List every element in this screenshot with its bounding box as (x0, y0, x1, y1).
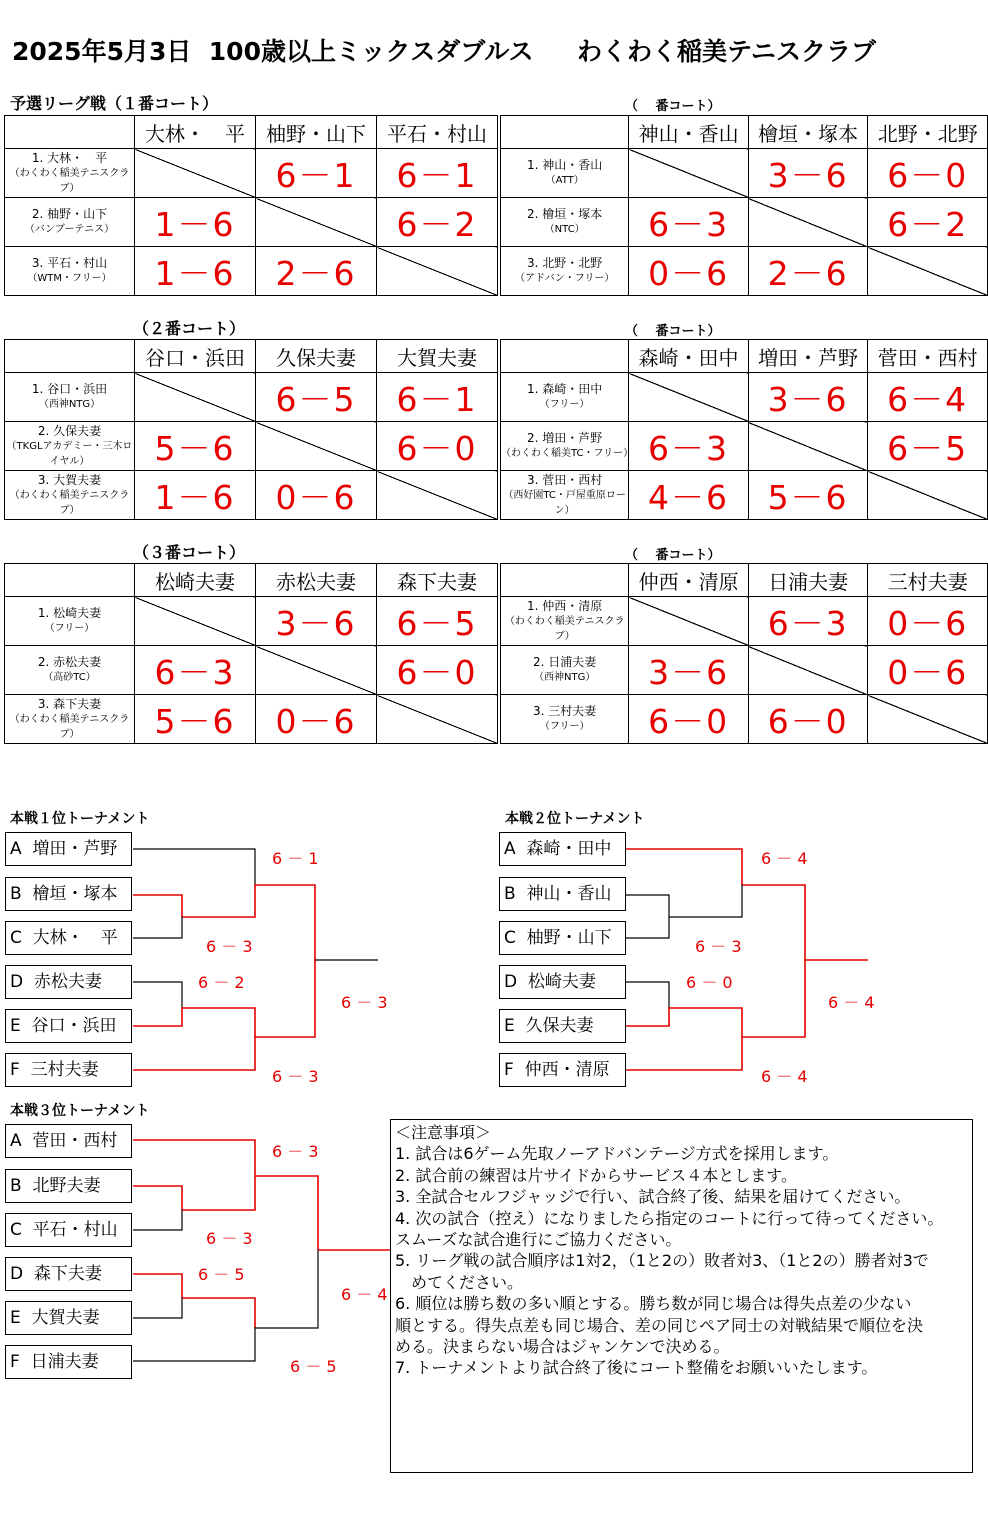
score-cell: 6－0 (748, 695, 868, 744)
tournament-entry: F 三村夫妻 (5, 1053, 132, 1087)
team-name: 3. 平石・村山 (31, 256, 108, 270)
bracket-3 (133, 1140, 390, 1361)
tournament-score: 6 － 5 (290, 1357, 337, 1376)
notes-line: 5. リーグ戦の試合順序は1対2，（1と2の）敗者対3、（1と2の）勝者対3で (395, 1251, 929, 1271)
column-header: 谷口・浜田 (135, 340, 256, 373)
tournament-score: 6 － 3 (695, 937, 742, 956)
team-name: 1. 松崎夫妻 (37, 606, 102, 620)
team-affiliation: （フリー） (539, 399, 590, 410)
column-header: 神山・香山 (629, 116, 749, 149)
notes-line: めてください。 (395, 1272, 524, 1292)
column-header: 柚野・山下 (256, 116, 377, 149)
team-affiliation: （TKGLアカデミー・三木ロイヤル） (6, 440, 133, 467)
tournament-entry: D 松崎夫妻 (499, 965, 626, 999)
tournament-score: 6 － 3 (272, 1067, 319, 1086)
column-header: 松崎夫妻 (135, 564, 256, 597)
team-name: 2. 柚野・山下 (31, 207, 108, 221)
score-cell: 6－3 (629, 198, 749, 247)
score-cell: 1－6 (135, 471, 256, 520)
team-name: 1. 大林・ 平 (31, 150, 108, 165)
tournament-score: 6 － 4 (828, 993, 875, 1012)
score-cell: 6－0 (377, 646, 498, 695)
page-title: 2025年5月3日 100歳以上ミックスダブルス わくわく稲美テニスクラブ (12, 37, 876, 66)
team-name: 1. 森崎・田中 (526, 382, 603, 396)
team-affiliation: （西神NTG） (533, 672, 596, 683)
tournament-entry: F 仲西・清原 (499, 1053, 626, 1087)
league-heading-3: （２番コート） (133, 319, 246, 338)
team-name: 1. 谷口・浜田 (31, 382, 108, 396)
tournament-entry: D 森下夫妻 (5, 1257, 132, 1291)
league-heading-2: （ 番コート） (625, 99, 721, 114)
score-cell: 0－6 (868, 646, 988, 695)
column-header: 平石・村山 (377, 116, 498, 149)
score-cell: 5－6 (135, 422, 256, 471)
score-cell: 2－6 (748, 247, 868, 296)
score-cell: 6－3 (748, 597, 868, 646)
tournament-score: 6 － 3 (341, 993, 388, 1012)
team-name: 2. 久保夫妻 (37, 423, 102, 438)
team-affiliation: （わくわく稲美テニスクラブ） (9, 489, 130, 516)
tournament-score: 6 － 3 (206, 1229, 253, 1248)
tournament-score: 6 － 2 (198, 973, 245, 992)
notes-box (390, 1119, 973, 1473)
score-cell: 6－0 (377, 422, 498, 471)
league-heading-4: （ 番コート） (625, 324, 721, 339)
column-header: 森下夫妻 (377, 564, 498, 597)
score-cell: 0－6 (629, 247, 749, 296)
bracket-2 (621, 849, 868, 1070)
team-affiliation: （西神NTG） (38, 399, 101, 410)
league-heading-1: 予選リーグ戦（１番コート） (10, 94, 219, 113)
tournament-entry: B 檜垣・塚本 (5, 877, 132, 911)
team-name: 3. 大賀夫妻 (37, 472, 102, 487)
tournament-score: 6 － 3 (272, 1142, 319, 1161)
notes-line: 4. 次の試合（控え）になりましたら指定のコートに行って待ってください。 (395, 1208, 944, 1228)
score-cell: 6－1 (256, 149, 377, 198)
tournament-entry: C 平石・村山 (5, 1213, 132, 1247)
score-cell: 0－6 (256, 695, 377, 744)
column-header: 大賀夫妻 (377, 340, 498, 373)
team-name: 2. 増田・芦野 (526, 431, 603, 445)
team-affiliation: （わくわく稲美テニスクラブ） (9, 713, 130, 740)
team-affiliation: （ATT） (545, 175, 584, 186)
tournament-entry: A 森崎・田中 (499, 832, 626, 866)
team-name: 3. 菅田・西村 (526, 472, 603, 487)
tournament-score: 6 － 3 (206, 937, 253, 956)
team-name: 1. 仲西・清原 (527, 598, 603, 613)
column-header: 増田・芦野 (748, 340, 868, 373)
column-header: 赤松夫妻 (256, 564, 377, 597)
tournament-score: 6 － 1 (272, 849, 319, 868)
tournament-entry: F 日浦夫妻 (5, 1345, 132, 1379)
column-header: 森崎・田中 (629, 340, 749, 373)
team-affiliation: （わくわく稲美TC・フリー） (501, 448, 634, 459)
score-cell: 6－5 (377, 597, 498, 646)
score-cell: 6－1 (377, 373, 498, 422)
tournament-entry: E 久保夫妻 (499, 1009, 626, 1043)
team-affiliation: （西好園TC・戸屋重原ローン） (503, 489, 626, 516)
score-cell: 1－6 (135, 198, 256, 247)
notes-line: 順とする。得失点差も同じ場合、差の同じペア同士の対戦結果で順位を決 (395, 1315, 924, 1335)
score-cell: 3－6 (748, 373, 868, 422)
score-cell: 5－6 (748, 471, 868, 520)
column-header: 菅田・西村 (868, 340, 988, 373)
bracket-1 (133, 849, 378, 1070)
column-header: 北野・北野 (868, 116, 988, 149)
tournament-entry: E 大賀夫妻 (5, 1301, 132, 1335)
score-cell: 1－6 (135, 247, 256, 296)
tournament-entry: B 神山・香山 (499, 877, 626, 911)
team-name: 2. 日浦夫妻 (533, 655, 597, 669)
team-affiliation: （わくわく稲美テニスクラブ） (9, 167, 130, 194)
team-affiliation: （フリー） (44, 623, 95, 634)
score-cell: 6－2 (377, 198, 498, 247)
tournament-entry: C 大林・ 平 (5, 921, 132, 955)
score-cell: 6－0 (868, 149, 988, 198)
tournament-entry: A 増田・芦野 (5, 832, 132, 866)
column-header: 日浦夫妻 (748, 564, 868, 597)
notes-line: ＜注意事項＞ (395, 1123, 492, 1142)
score-cell: 6－3 (629, 422, 749, 471)
score-cell: 6－3 (135, 646, 256, 695)
team-affiliation: （WTM・フリー） (27, 273, 112, 284)
team-affiliation: （NTC） (544, 224, 585, 235)
score-cell: 6－1 (377, 149, 498, 198)
column-header: 大林・ 平 (135, 116, 256, 149)
team-affiliation: （高砂TC） (43, 672, 96, 683)
score-cell: 6－5 (868, 422, 988, 471)
score-cell: 3－6 (748, 149, 868, 198)
score-cell: 0－6 (256, 471, 377, 520)
notes-line: 6. 順位は勝ち数の多い順とする。勝ち数が同じ場合は得失点差の少ない (395, 1294, 912, 1314)
tournament-heading-3: 本戦３位トーナメント (10, 1103, 150, 1119)
score-cell: 5－6 (135, 695, 256, 744)
team-name: 2. 赤松夫妻 (37, 655, 102, 669)
score-cell: 0－6 (868, 597, 988, 646)
score-cell: 4－6 (629, 471, 749, 520)
tournament-heading-2: 本戦２位トーナメント (505, 811, 645, 827)
tournament-entry: C 柚野・山下 (499, 921, 626, 955)
team-name: 2. 檜垣・塚本 (527, 207, 603, 221)
score-cell: 6－5 (256, 373, 377, 422)
team-name: 1. 神山・香山 (527, 158, 603, 172)
team-name: 3. 森下夫妻 (37, 696, 102, 711)
tournament-entry: B 北野夫妻 (5, 1169, 132, 1203)
league-heading-6: （ 番コート） (625, 548, 721, 563)
team-affiliation: （アドバン・フリー） (514, 273, 615, 284)
tournament-heading-1: 本戦１位トーナメント (10, 811, 150, 827)
score-cell: 6－0 (629, 695, 749, 744)
score-cell: 6－2 (868, 198, 988, 247)
tournament-score: 6 － 4 (761, 1067, 808, 1086)
team-name: 3. 三村夫妻 (533, 704, 597, 718)
team-affiliation: （バンブーテニス） (24, 224, 115, 235)
notes-line: スムーズな試合進行にご協力ください。 (395, 1230, 682, 1250)
score-cell: 3－6 (256, 597, 377, 646)
tournament-entry: A 菅田・西村 (5, 1124, 132, 1158)
notes-line: 1. 試合は6ゲーム先取ノーアドバンテージ方式を採用します。 (395, 1144, 839, 1164)
tournament-entry: E 谷口・浜田 (5, 1009, 132, 1043)
team-affiliation: （わくわく稲美テニスクラブ） (504, 615, 625, 642)
notes-line: 3. 全試合セルフジャッジで行い、試合終了後、結果を届けてください。 (395, 1187, 911, 1207)
score-cell: 2－6 (256, 247, 377, 296)
tournament-score: 6 － 5 (198, 1265, 245, 1284)
column-header: 三村夫妻 (868, 564, 988, 597)
column-header: 仲西・清原 (629, 564, 749, 597)
team-name: 3. 北野・北野 (527, 256, 603, 270)
notes-line: 2. 試合前の練習は片サイドからサービス４本とします。 (395, 1165, 797, 1185)
column-header: 檜垣・塚本 (748, 116, 868, 149)
notes-line: める。決まらない場合はジャンケンで決める。 (395, 1337, 730, 1357)
column-header: 久保夫妻 (256, 340, 377, 373)
tournament-score: 6 － 4 (341, 1285, 388, 1304)
team-affiliation: （フリー） (539, 721, 590, 732)
score-cell: 3－6 (629, 646, 749, 695)
league-heading-5: （３番コート） (133, 543, 246, 562)
score-cell: 6－4 (868, 373, 988, 422)
tournament-score: 6 － 0 (686, 973, 733, 992)
tournament-score: 6 － 4 (761, 849, 808, 868)
notes-line: 7. トーナメントより試合終了後にコート整備をお願いいたします。 (395, 1358, 878, 1378)
tournament-entry: D 赤松夫妻 (5, 965, 132, 999)
